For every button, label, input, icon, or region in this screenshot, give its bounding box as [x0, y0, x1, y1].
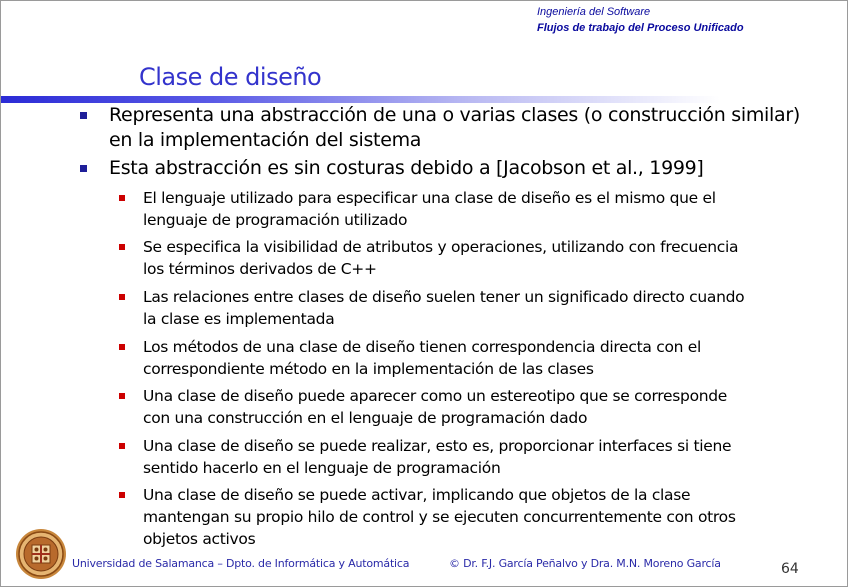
sub-bullet-text-line: los términos derivados de C++ — [143, 260, 377, 278]
square-bullet-icon — [80, 112, 87, 119]
square-bullet-icon — [119, 244, 125, 250]
sub-bullet-item — [143, 484, 838, 550]
slide-header — [537, 4, 744, 36]
sub-bullet-text-line: Una clase de diseño se puede activar, implicando que objetos de la clase — [143, 486, 691, 504]
square-bullet-icon — [119, 443, 125, 449]
header-course: Ingeniería del Software — [537, 6, 651, 18]
sub-bullet-text-line: la clase es implementada — [143, 310, 335, 328]
sub-bullet-text-line: sentido hacerlo en el lenguaje de programación — [143, 459, 501, 477]
page-number: 64 — [781, 561, 799, 577]
header-topic: Flujos de trabajo del Proceso Unificado — [537, 22, 744, 34]
sub-bullet-text-line: objetos activos — [143, 530, 256, 548]
sub-bullet-text-line: con una construcción en el lenguaje de programación dado — [143, 409, 588, 427]
sub-bullet-text-line: Los métodos de una clase de diseño tienen correspondencia directa con el — [143, 338, 702, 356]
sub-bullet-text-line: El lenguaje utilizado para especificar una clase de diseño es el mismo que el — [143, 189, 716, 207]
bullet-item — [109, 103, 839, 153]
bullet-text-line: Esta abstracción es sin costuras debido a [Jacobson et al., 1999] — [109, 157, 704, 179]
title-rule — [1, 96, 847, 103]
sub-bullet-item — [143, 385, 838, 429]
footer-copyright: © Dr. F.J. García Peñalvo y Dra. M.N. Moreno García — [449, 557, 721, 570]
university-seal-icon — [15, 528, 67, 580]
sub-bullet-item — [143, 336, 838, 380]
sub-bullet-text-line: Las relaciones entre clases de diseño suelen tener un significado directo cuando — [143, 288, 745, 306]
square-bullet-icon — [119, 195, 125, 201]
square-bullet-icon — [80, 165, 87, 172]
sub-bullet-text-line: Se especifica la visibilidad de atributos y operaciones, utilizando con frecuencia — [143, 238, 739, 256]
sub-bullet-item — [143, 236, 838, 280]
sub-bullet-text-line: Una clase de diseño se puede realizar, esto es, proporcionar interfaces si tiene — [143, 437, 732, 455]
sub-bullet-text-line: Una clase de diseño puede aparecer como un estereotipo que se corresponde — [143, 387, 728, 405]
sub-bullet-item — [143, 187, 838, 231]
bullet-text-line: Representa una abstracción de una o varias clases (o construcción similar) — [109, 104, 800, 126]
sub-bullet-text-line: correspondiente método en la implementación de las clases — [143, 360, 594, 378]
square-bullet-icon — [119, 344, 125, 350]
footer-university: Universidad de Salamanca – Dpto. de Informática y Automática — [72, 557, 410, 570]
slide-title: Clase de diseño — [139, 63, 322, 91]
bullet-text-line: en la implementación del sistema — [109, 129, 422, 151]
square-bullet-icon — [119, 492, 125, 498]
square-bullet-icon — [119, 294, 125, 300]
sub-bullet-text-line: lenguaje de programación utilizado — [143, 211, 408, 229]
sub-bullet-item — [143, 435, 838, 479]
square-bullet-icon — [119, 393, 125, 399]
bullet-item — [109, 156, 839, 181]
sub-bullet-text-line: mantengan su propio hilo de control y se ejecuten concurrentemente con otros — [143, 508, 736, 526]
sub-bullet-item — [143, 286, 838, 330]
